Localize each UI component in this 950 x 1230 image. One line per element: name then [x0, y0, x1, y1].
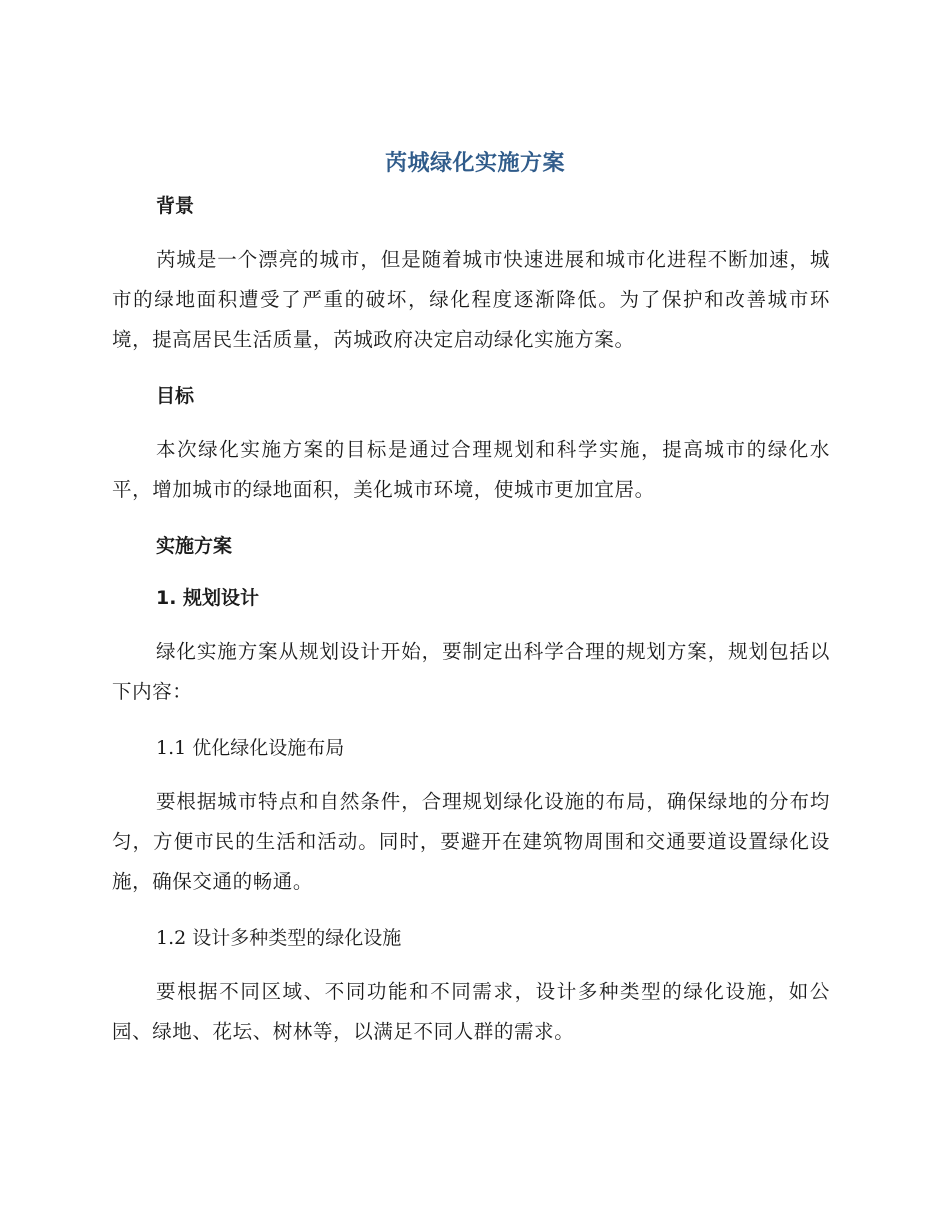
item-paragraph-1-2: 要根据不同区域、不同功能和不同需求，设计多种类型的绿化设施，如公园、绿地、花坛、树林等，以满足不同人群的需求。: [112, 980, 830, 1043]
section-heading-plan: 实施方案: [156, 535, 233, 557]
goal-paragraph: 本次绿化实施方案的目标是通过合理规划和科学实施，提高城市的绿化水平，增加城市的绿地面积，美化城市环境，使城市更加宜居。: [112, 438, 830, 501]
item-paragraph-1-1: 要根据城市特点和自然条件，合理规划绿化设施的布局，确保绿地的分布均匀，方便市民的生活和活动。同时，要避开在建筑物周围和交通要道设置绿化设施，确保交通的畅通。: [112, 790, 830, 893]
section-heading-background: 背景: [156, 195, 195, 217]
document-title: 芮城绿化实施方案: [384, 151, 565, 176]
item-heading-1-1: 1.1 优化绿化设施布局: [156, 737, 345, 759]
section-heading-goal: 目标: [156, 385, 195, 407]
item-heading-1-2: 1.2 设计多种类型的绿化设施: [156, 927, 402, 949]
document-body: [112, 188, 830, 1052]
background-paragraph: 芮城是一个漂亮的城市，但是随着城市快速进展和城市化进程不断加速，城市的绿地面积遭受了严重的破坏，绿化程度逐渐降低。为了保护和改善城市环境，提高居民生活质量，芮城政府决定启动绿化实施方案。: [112, 248, 830, 351]
planning-paragraph: 绿化实施方案从规划设计开始，要制定出科学合理的规划方案，规划包括以下内容：: [112, 640, 830, 703]
subsection-heading-planning: 1. 规划设计: [156, 587, 260, 609]
